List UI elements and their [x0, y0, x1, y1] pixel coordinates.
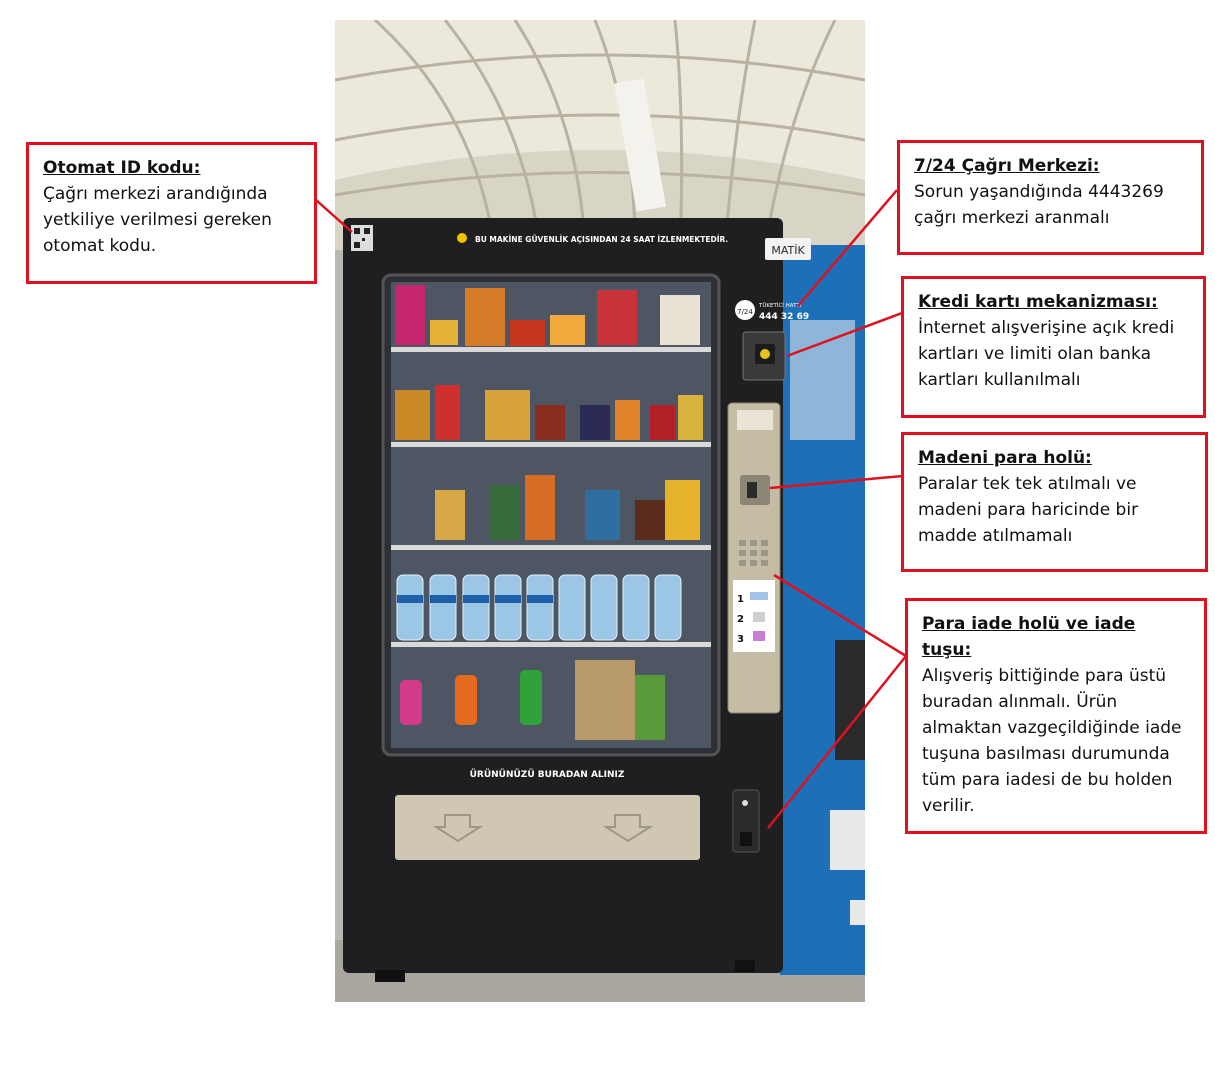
hotline-badge: 7/24: [737, 308, 753, 316]
hotline-label: TÜKETİCİ HATTI: [759, 303, 802, 309]
step-1: 1: [737, 594, 744, 605]
callout-refund: [905, 598, 1207, 834]
callout-refund-body: Alışveriş bittiğinde para üstü buradan alınmalı. Ürün almaktan vazgeçildiğinde iade tuşuna basılması durumunda tüm para iadesi de bu holden verilir.: [922, 666, 1182, 816]
callout-call-center-body: Sorun yaşandığında 4443269 çağrı merkezi aranmalı: [914, 182, 1164, 228]
callout-coin-slot: [901, 432, 1208, 572]
callout-otomat-id: [26, 142, 317, 284]
machine-top-notice: BU MAKİNE GÜVENLİK AÇISINDAN 24 SAAT İZLENMEKTEDİR.: [475, 235, 729, 244]
step-2: 2: [737, 614, 744, 625]
callout-call-center-title: 7/24 Çağrı Merkezi:: [914, 156, 1100, 176]
callout-otomat-id-body: Çağrı merkezi arandığında yetkiliye verilmesi gereken otomat kodu.: [43, 184, 272, 256]
callout-credit-card-body: İnternet alışverişine açık kredi kartları ve limiti olan banka kartları kullanılmalı: [918, 318, 1175, 390]
callout-refund-title: Para iade holü ve iade tuşu:: [922, 614, 1136, 660]
step-3: 3: [737, 634, 744, 645]
callout-otomat-id-title: Otomat ID kodu:: [43, 158, 201, 178]
callout-call-center: [897, 140, 1204, 255]
callout-credit-card: [901, 276, 1206, 418]
vending-machine-illustration: [335, 20, 865, 1002]
pickup-label: ÜRÜNÜNÜZÜ BURADAN ALINIZ: [469, 770, 625, 780]
brand-logo-text: MATİK: [771, 244, 805, 257]
hotline-number: 444 32 69: [759, 312, 810, 322]
callout-coin-slot-body: Paralar tek tek atılmalı ve madeni para haricinde bir madde atılmamalı: [918, 474, 1139, 546]
vending-machine-photo: [335, 20, 865, 1002]
callout-credit-card-title: Kredi kartı mekanizması:: [918, 292, 1158, 312]
callout-coin-slot-title: Madeni para holü:: [918, 448, 1092, 468]
